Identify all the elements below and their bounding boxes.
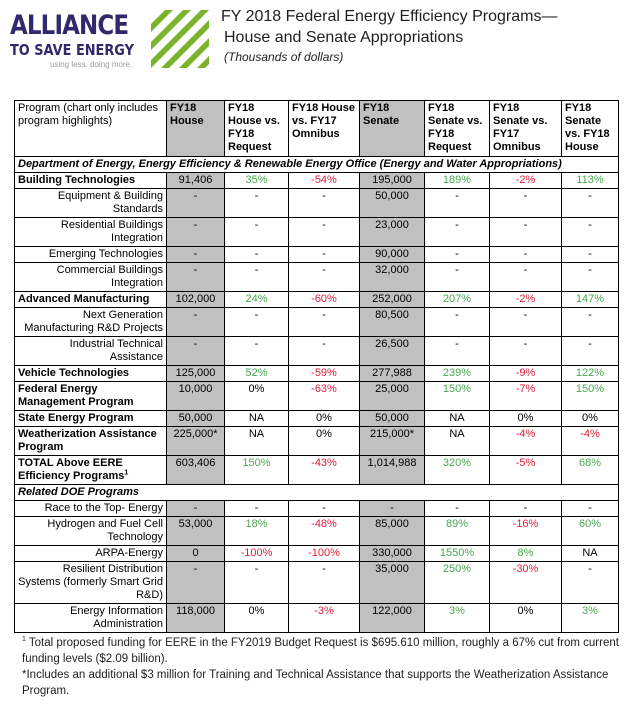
program-name <box>15 189 167 218</box>
section-title-related: Related DOE Programs <box>15 485 619 501</box>
table-row <box>15 427 619 456</box>
house-vs-omnibus-cell: - <box>289 189 360 218</box>
senate-value-cell: 277,988 <box>360 366 425 382</box>
house-value-cell: 225,000* <box>167 427 225 456</box>
senate-vs-house-cell: - <box>562 189 619 218</box>
program-name-text: Next Generation Manufacturing R&D Projects <box>24 309 163 334</box>
alliance-logo <box>8 8 208 70</box>
house-vs-omnibus-cell: - <box>289 308 360 337</box>
program-name <box>15 517 167 546</box>
house-value-cell: 50,000 <box>167 411 225 427</box>
column-header-house: FY18 House <box>167 101 225 157</box>
senate-vs-omnibus-cell: -9% <box>490 366 562 382</box>
house-vs-request-cell: -100% <box>225 546 289 562</box>
senate-value-cell: 80,500 <box>360 308 425 337</box>
senate-value-cell: 23,000 <box>360 218 425 247</box>
program-name-text: Federal Energy Management Program <box>18 383 134 408</box>
senate-vs-house-cell: - <box>562 218 619 247</box>
program-name-text: Resilient Distribution Systems (formerly Smart Grid R&D) <box>18 563 163 601</box>
table-row <box>15 308 619 337</box>
senate-value-cell: - <box>360 501 425 517</box>
house-vs-request-cell: - <box>225 308 289 337</box>
senate-vs-house-cell: -4% <box>562 427 619 456</box>
senate-vs-house-cell: 60% <box>562 517 619 546</box>
house-value-cell: 603,406 <box>167 456 225 485</box>
senate-value-cell: 215,000* <box>360 427 425 456</box>
house-vs-omnibus-cell: - <box>289 337 360 366</box>
table-row <box>15 247 619 263</box>
program-name-text: ARPA-Energy <box>95 547 163 559</box>
senate-vs-house-cell: - <box>562 263 619 292</box>
house-value-cell: 53,000 <box>167 517 225 546</box>
senate-vs-request-cell: 189% <box>425 173 490 189</box>
senate-vs-request-cell: - <box>425 263 490 292</box>
senate-vs-house-cell: 0% <box>562 411 619 427</box>
program-name-text: Advanced Manufacturing <box>18 293 150 305</box>
program-name-text: State Energy Program <box>18 412 134 424</box>
senate-vs-house-cell: - <box>562 337 619 366</box>
table-row <box>15 411 619 427</box>
column-header-program: Program (chart only includes program highlights) <box>15 101 167 157</box>
section-row-related <box>15 485 619 501</box>
program-name-text: Residential Buildings Integration <box>60 219 163 244</box>
senate-vs-omnibus-cell: -4% <box>490 427 562 456</box>
senate-value-cell: 330,000 <box>360 546 425 562</box>
house-vs-omnibus-cell: -43% <box>289 456 360 485</box>
senate-value-cell: 35,000 <box>360 562 425 604</box>
program-name-text: Equipment & Building Standards <box>57 190 163 215</box>
house-value-cell: 0 <box>167 546 225 562</box>
program-name-text: Emerging Technologies <box>48 248 163 260</box>
senate-vs-request-cell: 250% <box>425 562 490 604</box>
house-vs-omnibus-cell: - <box>289 218 360 247</box>
program-name <box>15 247 167 263</box>
footnote-ref: 1 <box>124 469 129 477</box>
senate-vs-house-cell: 68% <box>562 456 619 485</box>
appropriations-table <box>14 100 619 633</box>
senate-vs-omnibus-cell: 0% <box>490 604 562 633</box>
program-name-text: TOTAL Above EERE Efficiency Programs <box>18 457 125 482</box>
program-name-text: Race to the Top- Energy <box>44 502 163 514</box>
house-vs-omnibus-cell: - <box>289 501 360 517</box>
senate-vs-request-cell: - <box>425 501 490 517</box>
senate-vs-omnibus-cell: -2% <box>490 173 562 189</box>
table-row <box>15 173 619 189</box>
program-name-text: Energy Information Administration <box>70 605 163 630</box>
section-title-eere: Department of Energy, Energy Efficiency & Renewable Energy Office (Energy and Water Appropriations) <box>15 157 619 173</box>
program-name <box>15 456 167 485</box>
column-header-senate-vs-request: FY18 Senate vs. FY18 Request <box>425 101 490 157</box>
page-title: FY 2018 Federal Energy Efficiency Programs— <box>221 8 558 25</box>
senate-vs-omnibus-cell: -5% <box>490 456 562 485</box>
table-row <box>15 263 619 292</box>
house-vs-request-cell: - <box>225 337 289 366</box>
table-row <box>15 189 619 218</box>
program-name <box>15 604 167 633</box>
senate-vs-omnibus-cell: - <box>490 189 562 218</box>
house-value-cell: - <box>167 308 225 337</box>
house-vs-request-cell: 52% <box>225 366 289 382</box>
senate-vs-house-cell: 147% <box>562 292 619 308</box>
program-name <box>15 337 167 366</box>
table-row <box>15 546 619 562</box>
senate-vs-house-cell: 113% <box>562 173 619 189</box>
house-vs-omnibus-cell: -100% <box>289 546 360 562</box>
senate-vs-request-cell: - <box>425 218 490 247</box>
senate-value-cell: 90,000 <box>360 247 425 263</box>
column-header-senate: FY18 Senate <box>360 101 425 157</box>
senate-vs-request-cell: - <box>425 308 490 337</box>
page-title-line2: House and Senate Appropriations <box>224 29 464 46</box>
footnote-1-text: Total proposed funding for EERE in the FY2019 Budget Request is $695.610 million, roughly a 67% cut from current funding levels ($2.09 billion). <box>22 637 619 665</box>
logo-tagline: using less. doing more. <box>50 60 133 69</box>
house-vs-request-cell: - <box>225 263 289 292</box>
house-value-cell: 10,000 <box>167 382 225 411</box>
column-header-senate-vs-omnibus: FY18 Senate vs. FY17 Omnibus <box>490 101 562 157</box>
house-vs-omnibus-cell: - <box>289 263 360 292</box>
senate-vs-omnibus-cell: -7% <box>490 382 562 411</box>
house-value-cell: 125,000 <box>167 366 225 382</box>
house-vs-request-cell: 0% <box>225 604 289 633</box>
house-vs-omnibus-cell: -59% <box>289 366 360 382</box>
column-header-senate-vs-house: FY18 Senate vs. FY18 House <box>562 101 619 157</box>
senate-vs-house-cell: 3% <box>562 604 619 633</box>
house-vs-request-cell: - <box>225 247 289 263</box>
senate-vs-omnibus-cell: - <box>490 263 562 292</box>
program-name-text: Industrial Technical Assistance <box>69 338 163 363</box>
house-value-cell: 91,406 <box>167 173 225 189</box>
senate-vs-request-cell: NA <box>425 427 490 456</box>
senate-vs-request-cell: NA <box>425 411 490 427</box>
house-value-cell: - <box>167 247 225 263</box>
program-name <box>15 308 167 337</box>
logo-subwordmark: TO SAVE ENERGY <box>10 41 134 59</box>
program-name <box>15 562 167 604</box>
senate-value-cell: 50,000 <box>360 189 425 218</box>
footnote-1-marker: 1 <box>22 636 26 644</box>
house-value-cell: - <box>167 501 225 517</box>
house-vs-request-cell: - <box>225 562 289 604</box>
house-vs-omnibus-cell: - <box>289 247 360 263</box>
senate-vs-omnibus-cell: - <box>490 247 562 263</box>
page-header <box>0 0 634 90</box>
program-name <box>15 501 167 517</box>
house-vs-omnibus-cell: -63% <box>289 382 360 411</box>
senate-vs-house-cell: - <box>562 247 619 263</box>
table-row <box>15 604 619 633</box>
senate-vs-house-cell: - <box>562 501 619 517</box>
program-name <box>15 382 167 411</box>
program-name-text: Vehicle Technologies <box>18 367 130 379</box>
house-vs-request-cell: 35% <box>225 173 289 189</box>
program-name <box>15 411 167 427</box>
senate-vs-omnibus-cell: - <box>490 337 562 366</box>
house-vs-request-cell: NA <box>225 427 289 456</box>
title-block <box>180 6 620 64</box>
senate-vs-request-cell: - <box>425 189 490 218</box>
senate-vs-request-cell: 320% <box>425 456 490 485</box>
senate-value-cell: 85,000 <box>360 517 425 546</box>
program-name-text: Commercial Buildings Integration <box>56 264 163 289</box>
senate-value-cell: 122,000 <box>360 604 425 633</box>
program-name <box>15 427 167 456</box>
program-name <box>15 292 167 308</box>
program-name <box>15 263 167 292</box>
house-value-cell: 102,000 <box>167 292 225 308</box>
senate-vs-omnibus-cell: - <box>490 308 562 337</box>
senate-vs-house-cell: NA <box>562 546 619 562</box>
footnotes <box>22 635 622 699</box>
program-name <box>15 366 167 382</box>
program-name-text: Hydrogen and Fuel Cell Technology <box>47 518 163 543</box>
house-vs-request-cell: - <box>225 189 289 218</box>
house-vs-omnibus-cell: 0% <box>289 411 360 427</box>
house-vs-omnibus-cell: -54% <box>289 173 360 189</box>
table-header-row <box>15 101 619 157</box>
house-vs-omnibus-cell: -48% <box>289 517 360 546</box>
table-row <box>15 456 619 485</box>
program-name-text: Building Technologies <box>18 174 136 186</box>
table-row <box>15 218 619 247</box>
senate-value-cell: 195,000 <box>360 173 425 189</box>
senate-vs-house-cell: 122% <box>562 366 619 382</box>
senate-value-cell: 50,000 <box>360 411 425 427</box>
senate-value-cell: 26,500 <box>360 337 425 366</box>
column-header-house-vs-omnibus: FY18 House vs. FY17 Omnibus <box>289 101 360 157</box>
senate-vs-house-cell: - <box>562 308 619 337</box>
house-value-cell: - <box>167 562 225 604</box>
senate-vs-omnibus-cell: 8% <box>490 546 562 562</box>
senate-vs-request-cell: 1550% <box>425 546 490 562</box>
table-row <box>15 337 619 366</box>
house-vs-request-cell: 24% <box>225 292 289 308</box>
house-vs-omnibus-cell: -60% <box>289 292 360 308</box>
footnote-2: *Includes an additional $3 million for Training and Technical Assistance that supports the Weatherization Assistance Program. <box>22 669 609 697</box>
senate-vs-request-cell: - <box>425 337 490 366</box>
senate-vs-request-cell: 3% <box>425 604 490 633</box>
senate-vs-omnibus-cell: - <box>490 218 562 247</box>
senate-vs-omnibus-cell: -16% <box>490 517 562 546</box>
house-vs-request-cell: NA <box>225 411 289 427</box>
program-name-text: Weatherization Assistance Program <box>18 428 157 453</box>
house-value-cell: - <box>167 263 225 292</box>
house-vs-request-cell: 150% <box>225 456 289 485</box>
table-row <box>15 501 619 517</box>
section-row-eere <box>15 157 619 173</box>
table-row <box>15 292 619 308</box>
senate-value-cell: 252,000 <box>360 292 425 308</box>
senate-vs-omnibus-cell: -2% <box>490 292 562 308</box>
senate-vs-omnibus-cell: 0% <box>490 411 562 427</box>
house-vs-request-cell: - <box>225 501 289 517</box>
logo-wordmark: ALLIANCE <box>10 10 129 41</box>
footnote-1 <box>22 635 622 667</box>
senate-vs-house-cell: - <box>562 562 619 604</box>
house-vs-request-cell: - <box>225 218 289 247</box>
table-row <box>15 562 619 604</box>
senate-vs-request-cell: 207% <box>425 292 490 308</box>
house-vs-omnibus-cell: -3% <box>289 604 360 633</box>
program-name <box>15 546 167 562</box>
senate-value-cell: 32,000 <box>360 263 425 292</box>
table-row <box>15 382 619 411</box>
house-value-cell: - <box>167 189 225 218</box>
senate-vs-request-cell: - <box>425 247 490 263</box>
senate-vs-request-cell: 150% <box>425 382 490 411</box>
house-value-cell: - <box>167 218 225 247</box>
senate-vs-request-cell: 89% <box>425 517 490 546</box>
senate-vs-house-cell: 150% <box>562 382 619 411</box>
house-vs-omnibus-cell: - <box>289 562 360 604</box>
senate-vs-request-cell: 239% <box>425 366 490 382</box>
house-vs-request-cell: 0% <box>225 382 289 411</box>
program-name <box>15 218 167 247</box>
table-row <box>15 366 619 382</box>
house-vs-omnibus-cell: 0% <box>289 427 360 456</box>
house-value-cell: 118,000 <box>167 604 225 633</box>
table-row <box>15 517 619 546</box>
page-subtitle: (Thousands of dollars) <box>224 50 344 64</box>
senate-value-cell: 25,000 <box>360 382 425 411</box>
program-name <box>15 173 167 189</box>
senate-vs-omnibus-cell: - <box>490 501 562 517</box>
house-value-cell: - <box>167 337 225 366</box>
house-vs-request-cell: 18% <box>225 517 289 546</box>
senate-value-cell: 1,014,988 <box>360 456 425 485</box>
column-header-house-vs-request: FY18 House vs. FY18 Request <box>225 101 289 157</box>
senate-vs-omnibus-cell: -30% <box>490 562 562 604</box>
